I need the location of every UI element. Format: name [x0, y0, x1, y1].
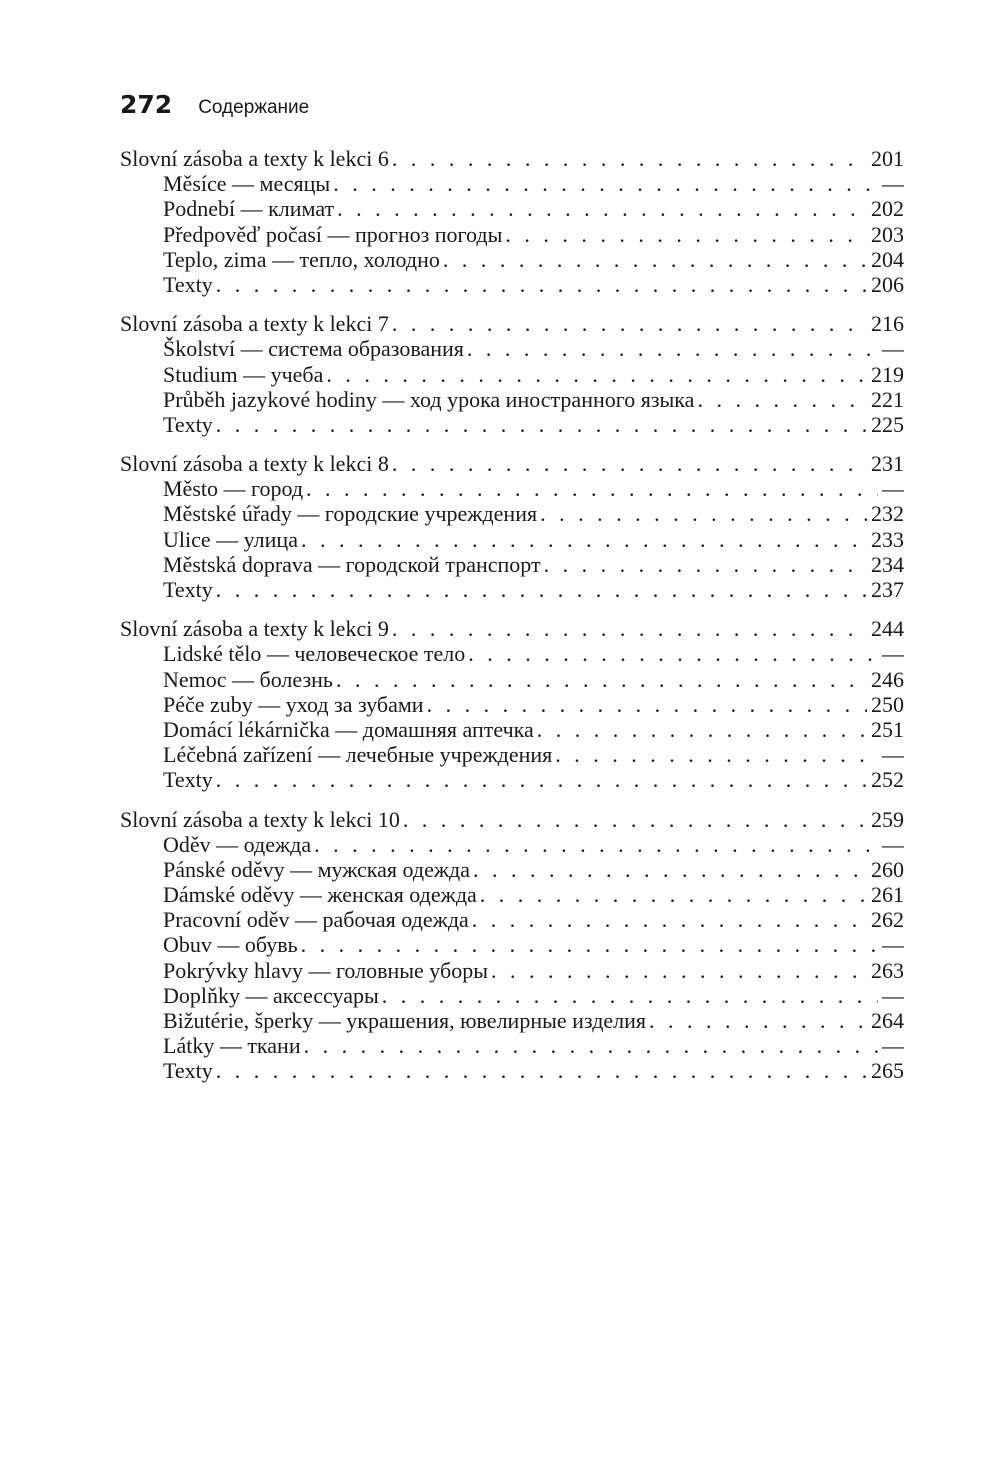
dot-leader	[301, 527, 867, 552]
toc-subentry	[120, 171, 904, 196]
toc-entry-title: Podnebí — климат	[163, 196, 335, 222]
toc-entry-title: Předpověď počasí — прогноз погоды	[163, 221, 503, 247]
dot-leader	[216, 412, 867, 437]
toc-entry-title: Průběh jazykové hodiny — ход урока иностранного языка	[163, 386, 695, 412]
toc-page-number: 219	[871, 361, 904, 387]
toc-entry-title: Texty	[163, 767, 213, 793]
dot-leader	[403, 807, 867, 832]
dot-leader	[306, 476, 878, 501]
toc-section	[120, 146, 904, 297]
dot-leader	[216, 272, 867, 297]
toc-page-number: —	[882, 336, 904, 362]
toc-subentry	[120, 577, 904, 602]
table-of-contents	[120, 146, 904, 1098]
dot-leader	[392, 146, 867, 171]
toc-section-heading	[120, 807, 904, 832]
toc-page-number: —	[882, 171, 904, 197]
toc-page-number: 231	[871, 451, 904, 477]
toc-subentry	[120, 882, 904, 907]
dot-leader	[427, 692, 867, 717]
toc-page-number: 225	[871, 411, 904, 437]
toc-page-number: 221	[871, 386, 904, 412]
toc-section-heading	[120, 311, 904, 336]
dot-leader	[537, 717, 867, 742]
dot-leader	[443, 247, 867, 272]
dot-leader	[382, 983, 878, 1008]
toc-subentry	[120, 958, 904, 983]
toc-entry-title: Teplo, zima — тепло, холодно	[163, 246, 440, 272]
toc-section-heading	[120, 451, 904, 476]
toc-subentry	[120, 272, 904, 297]
dot-leader	[333, 171, 878, 196]
toc-section	[120, 451, 904, 602]
dot-leader	[468, 641, 878, 666]
toc-subentry	[120, 667, 904, 692]
toc-subentry	[120, 196, 904, 221]
toc-subentry	[120, 857, 904, 882]
toc-entry-title: Domácí lékárnička — домашняя аптечка	[163, 716, 534, 742]
toc-section	[120, 807, 904, 1084]
dot-leader	[480, 882, 867, 907]
toc-subentry	[120, 412, 904, 437]
toc-entry-title: Pokrývky hlavy — головные уборы	[163, 957, 488, 983]
dot-leader	[544, 552, 867, 577]
toc-entry-title: Pánské oděvy — мужская одежда	[163, 856, 471, 882]
dot-leader	[467, 336, 878, 361]
dot-leader	[392, 616, 867, 641]
dot-leader	[314, 832, 878, 857]
dot-leader	[555, 742, 878, 767]
toc-entry-title: Bižutérie, šperky — украшения, ювелирные изделия	[163, 1008, 647, 1033]
toc-page-number: —	[882, 476, 904, 502]
toc-entry-title: Léčebná zařízení — лечебные учреждения	[163, 742, 553, 768]
toc-subentry	[120, 501, 904, 526]
toc-page-number: 216	[871, 311, 904, 337]
toc-entry-title: Měsíce — месяцы	[163, 171, 331, 197]
dot-leader	[337, 196, 867, 221]
toc-entry-title: Slovní zásoba a texty k lekci 8	[120, 451, 389, 477]
toc-page-number: 201	[871, 146, 904, 171]
toc-subentry	[120, 362, 904, 387]
toc-entry-title: Školství — система образования	[163, 336, 464, 362]
toc-section	[120, 616, 904, 792]
toc-subentry	[120, 1058, 904, 1083]
page-number: 272	[120, 90, 173, 119]
page-header	[120, 90, 309, 119]
toc-subentry	[120, 1008, 904, 1033]
toc-subentry	[120, 336, 904, 361]
dot-leader	[336, 667, 867, 692]
toc-entry-title: Doplňky — аксессуары	[163, 982, 379, 1008]
toc-page-number: 259	[871, 806, 904, 832]
toc-page-number: —	[882, 831, 904, 857]
toc-page-number: 232	[871, 501, 904, 527]
toc-page-number: 260	[871, 856, 904, 882]
toc-page-number: 203	[871, 221, 904, 247]
dot-leader	[216, 767, 867, 792]
toc-entry-title: Texty	[163, 577, 213, 602]
dot-leader	[216, 577, 867, 602]
toc-entry-title: Městské úřady — городские учреждения	[163, 501, 538, 527]
toc-page-number: 234	[871, 551, 904, 577]
toc-page-number: 265	[871, 1058, 904, 1084]
toc-page-number: 262	[871, 907, 904, 933]
toc-entry-title: Městská doprava — городской транспорт	[163, 551, 541, 577]
dot-leader	[216, 1058, 867, 1083]
toc-page-number: 263	[871, 957, 904, 983]
toc-page-number: —	[882, 932, 904, 958]
dot-leader	[473, 857, 867, 882]
toc-entry-title: Texty	[163, 271, 213, 297]
toc-subentry	[120, 527, 904, 552]
toc-page-number: —	[882, 641, 904, 667]
toc-entry-title: Slovní zásoba a texty k lekci 6	[120, 146, 389, 171]
toc-entry-title: Slovní zásoba a texty k lekci 9	[120, 616, 389, 642]
toc-page-number: 250	[871, 691, 904, 717]
toc-entry-title: Pracovní oděv — рабочая одежда	[163, 907, 469, 933]
toc-page-number: 237	[871, 577, 904, 602]
dot-leader	[392, 451, 867, 476]
toc-entry-title: Texty	[163, 411, 213, 437]
toc-subentry	[120, 247, 904, 272]
toc-entry-title: Slovní zásoba a texty k lekci 7	[120, 311, 389, 337]
toc-entry-title: Látky — ткани	[163, 1033, 301, 1059]
toc-page-number: 204	[871, 246, 904, 272]
dot-leader	[304, 1033, 878, 1058]
toc-entry-title: Lidské tělo — человеческое тело	[163, 641, 466, 667]
dot-leader	[649, 1008, 867, 1033]
toc-subentry	[120, 641, 904, 666]
toc-entry-title: Město — город	[163, 476, 304, 502]
toc-page-number: 252	[871, 767, 904, 793]
toc-subentry	[120, 476, 904, 501]
toc-page-number: 264	[871, 1008, 904, 1033]
toc-entry-title: Obuv — обувь	[163, 932, 298, 958]
toc-page-number: 251	[871, 716, 904, 742]
toc-entry-title: Ulice — улица	[163, 526, 298, 552]
toc-entry-title: Texty	[163, 1058, 213, 1084]
toc-page-number: 244	[871, 616, 904, 642]
dot-leader	[505, 222, 867, 247]
toc-entry-title: Studium — учеба	[163, 361, 324, 387]
toc-page-number: —	[882, 1033, 904, 1059]
toc-entry-title: Nemoc — болезнь	[163, 666, 333, 692]
toc-subentry	[120, 387, 904, 412]
toc-section-heading	[120, 146, 904, 171]
toc-page-number: 206	[871, 271, 904, 297]
toc-subentry	[120, 552, 904, 577]
toc-entry-title: Péče zuby — уход за зубами	[163, 691, 424, 717]
toc-page-number: 246	[871, 666, 904, 692]
toc-subentry	[120, 742, 904, 767]
running-head-title: Содержание	[198, 97, 310, 118]
toc-page-number: 202	[871, 196, 904, 222]
toc-subentry	[120, 767, 904, 792]
toc-page-number: 233	[871, 526, 904, 552]
toc-entry-title: Slovní zásoba a texty k lekci 10	[120, 806, 400, 832]
dot-leader	[697, 387, 867, 412]
toc-subentry	[120, 1033, 904, 1058]
dot-leader	[326, 362, 867, 387]
toc-entry-title: Dámské oděvy — женская одежда	[163, 882, 477, 908]
dot-leader	[392, 311, 867, 336]
toc-subentry	[120, 222, 904, 247]
toc-subentry	[120, 717, 904, 742]
toc-section	[120, 311, 904, 437]
toc-section-heading	[120, 616, 904, 641]
dot-leader	[540, 501, 867, 526]
toc-page-number: —	[882, 742, 904, 768]
toc-subentry	[120, 692, 904, 717]
toc-subentry	[120, 983, 904, 1008]
toc-subentry	[120, 907, 904, 932]
toc-subentry	[120, 832, 904, 857]
toc-page-number: 261	[871, 882, 904, 908]
toc-entry-title: Oděv — одежда	[163, 831, 312, 857]
dot-leader	[301, 932, 878, 957]
toc-subentry	[120, 932, 904, 957]
dot-leader	[491, 958, 867, 983]
dot-leader	[472, 907, 867, 932]
toc-page-number: —	[882, 982, 904, 1008]
